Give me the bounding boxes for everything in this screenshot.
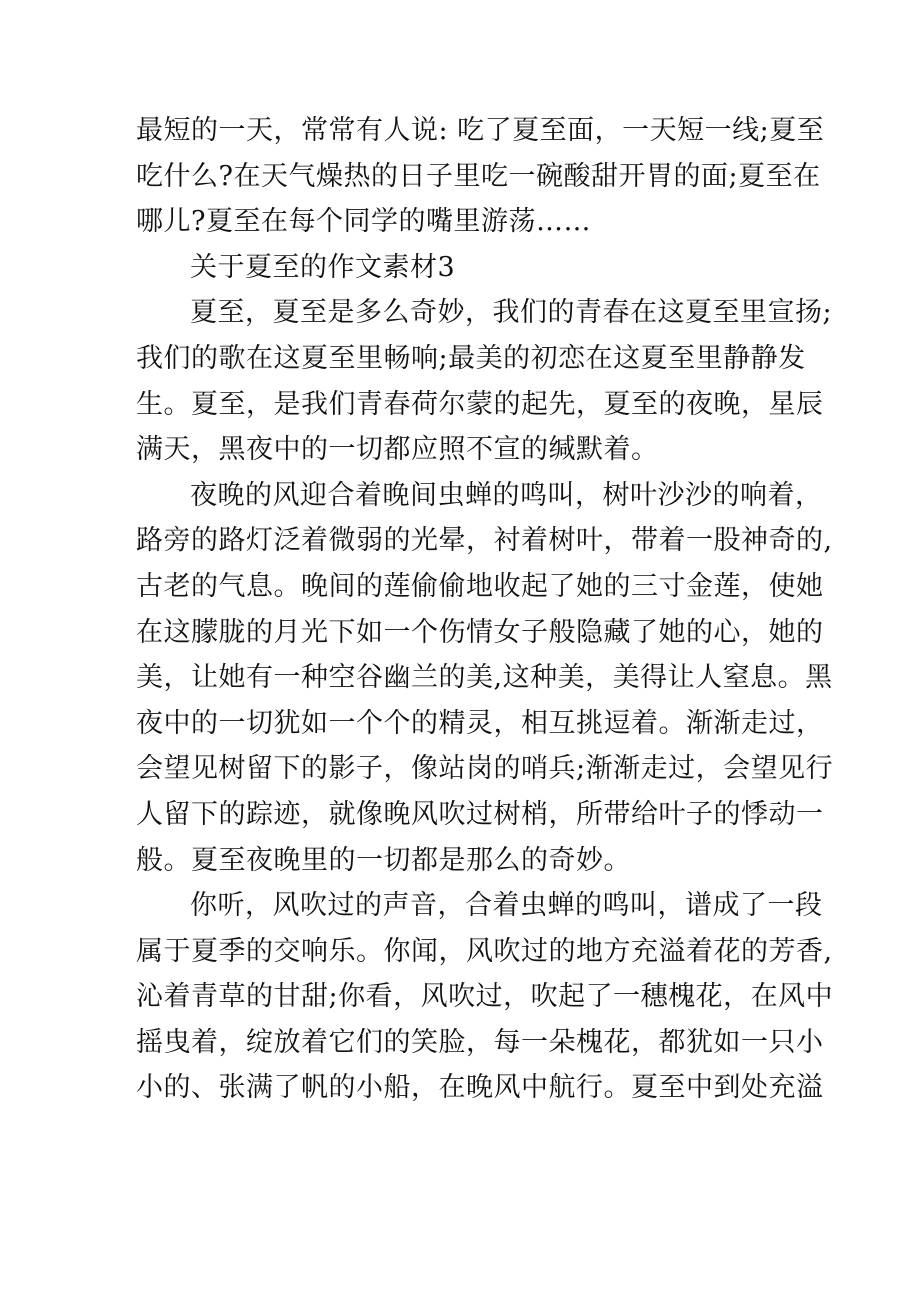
- heading-text: 关于夏至的作文素材3: [190, 251, 456, 283]
- text-line: 美，让她有一种空谷幽兰的美,这种美，美得让人窒息。黑: [136, 662, 833, 694]
- section-heading: [136, 245, 796, 291]
- paragraph: [136, 883, 834, 1111]
- text-line: 最短的一天，常常有人说: 吃了夏至面，一天短一线;夏至: [136, 115, 825, 146]
- text-line: 我们的歌在这夏至里畅响;最美的初恋在这夏至里静静发: [136, 342, 806, 374]
- text-line: 人留下的踪迹，就像晚风吹过树梢，所带给叶子的悸动一: [136, 798, 824, 830]
- text-line: 满天，黑夜中的一切都应照不宣的缄默着。: [136, 434, 659, 466]
- text-line: 夏至，夏至是多么奇妙，我们的青春在这夏至里宣扬;: [190, 297, 833, 329]
- text-line: 会望见树留下的影子，像站岗的哨兵;渐渐走过，会望见行: [136, 753, 834, 785]
- document-page: [136, 108, 834, 1111]
- paragraph: [136, 290, 833, 472]
- text-line: 路旁的路灯泛着微弱的光晕，衬着树叶，带着一股神奇的,: [136, 525, 833, 557]
- text-line: 沁着青草的甘甜;你看，风吹过，吹起了一穗槐花，在风中: [136, 981, 834, 1013]
- text-line: 在这朦胧的月光下如一个伤情女子般隐藏了她的心，她的: [136, 616, 824, 648]
- paragraph: [136, 473, 834, 883]
- text-line: 哪儿?夏至在每个同学的嘴里游荡……: [136, 206, 591, 238]
- text-line: 摇曳着，绽放着它们的笑脸，每一朵槐花，都犹如一只小: [136, 1026, 824, 1058]
- text-line: 夜晚的风迎合着晚间虫蝉的鸣叫，树叶沙沙的响着，: [190, 479, 823, 511]
- text-line: 属于夏季的交响乐。你闻，风吹过的地方充溢着花的芳香,: [136, 935, 833, 967]
- text-line: 古老的气息。晚间的莲偷偷地收起了她的三寸金莲，使她: [136, 570, 824, 602]
- text-line: 你听，风吹过的声音，合着虫蝉的鸣叫，谱成了一段: [190, 890, 823, 922]
- text-line: 夜中的一切犹如一个个的精灵，相互挑逗着。渐渐走过，: [136, 707, 824, 739]
- text-line: 小的、张满了帆的小船，在晚风中航行。夏至中到处充溢: [136, 1072, 824, 1104]
- text-line: 吃什么?在天气燥热的日子里吃一碗酸甜开胃的面;夏至在: [136, 160, 821, 192]
- text-line: 般。夏至夜晚里的一切都是那么的奇妙。: [136, 844, 631, 876]
- text-line: 生。夏至，是我们青春荷尔蒙的起先，夏至的夜晚，星辰: [136, 388, 824, 420]
- paragraph-continuation: [136, 108, 825, 245]
